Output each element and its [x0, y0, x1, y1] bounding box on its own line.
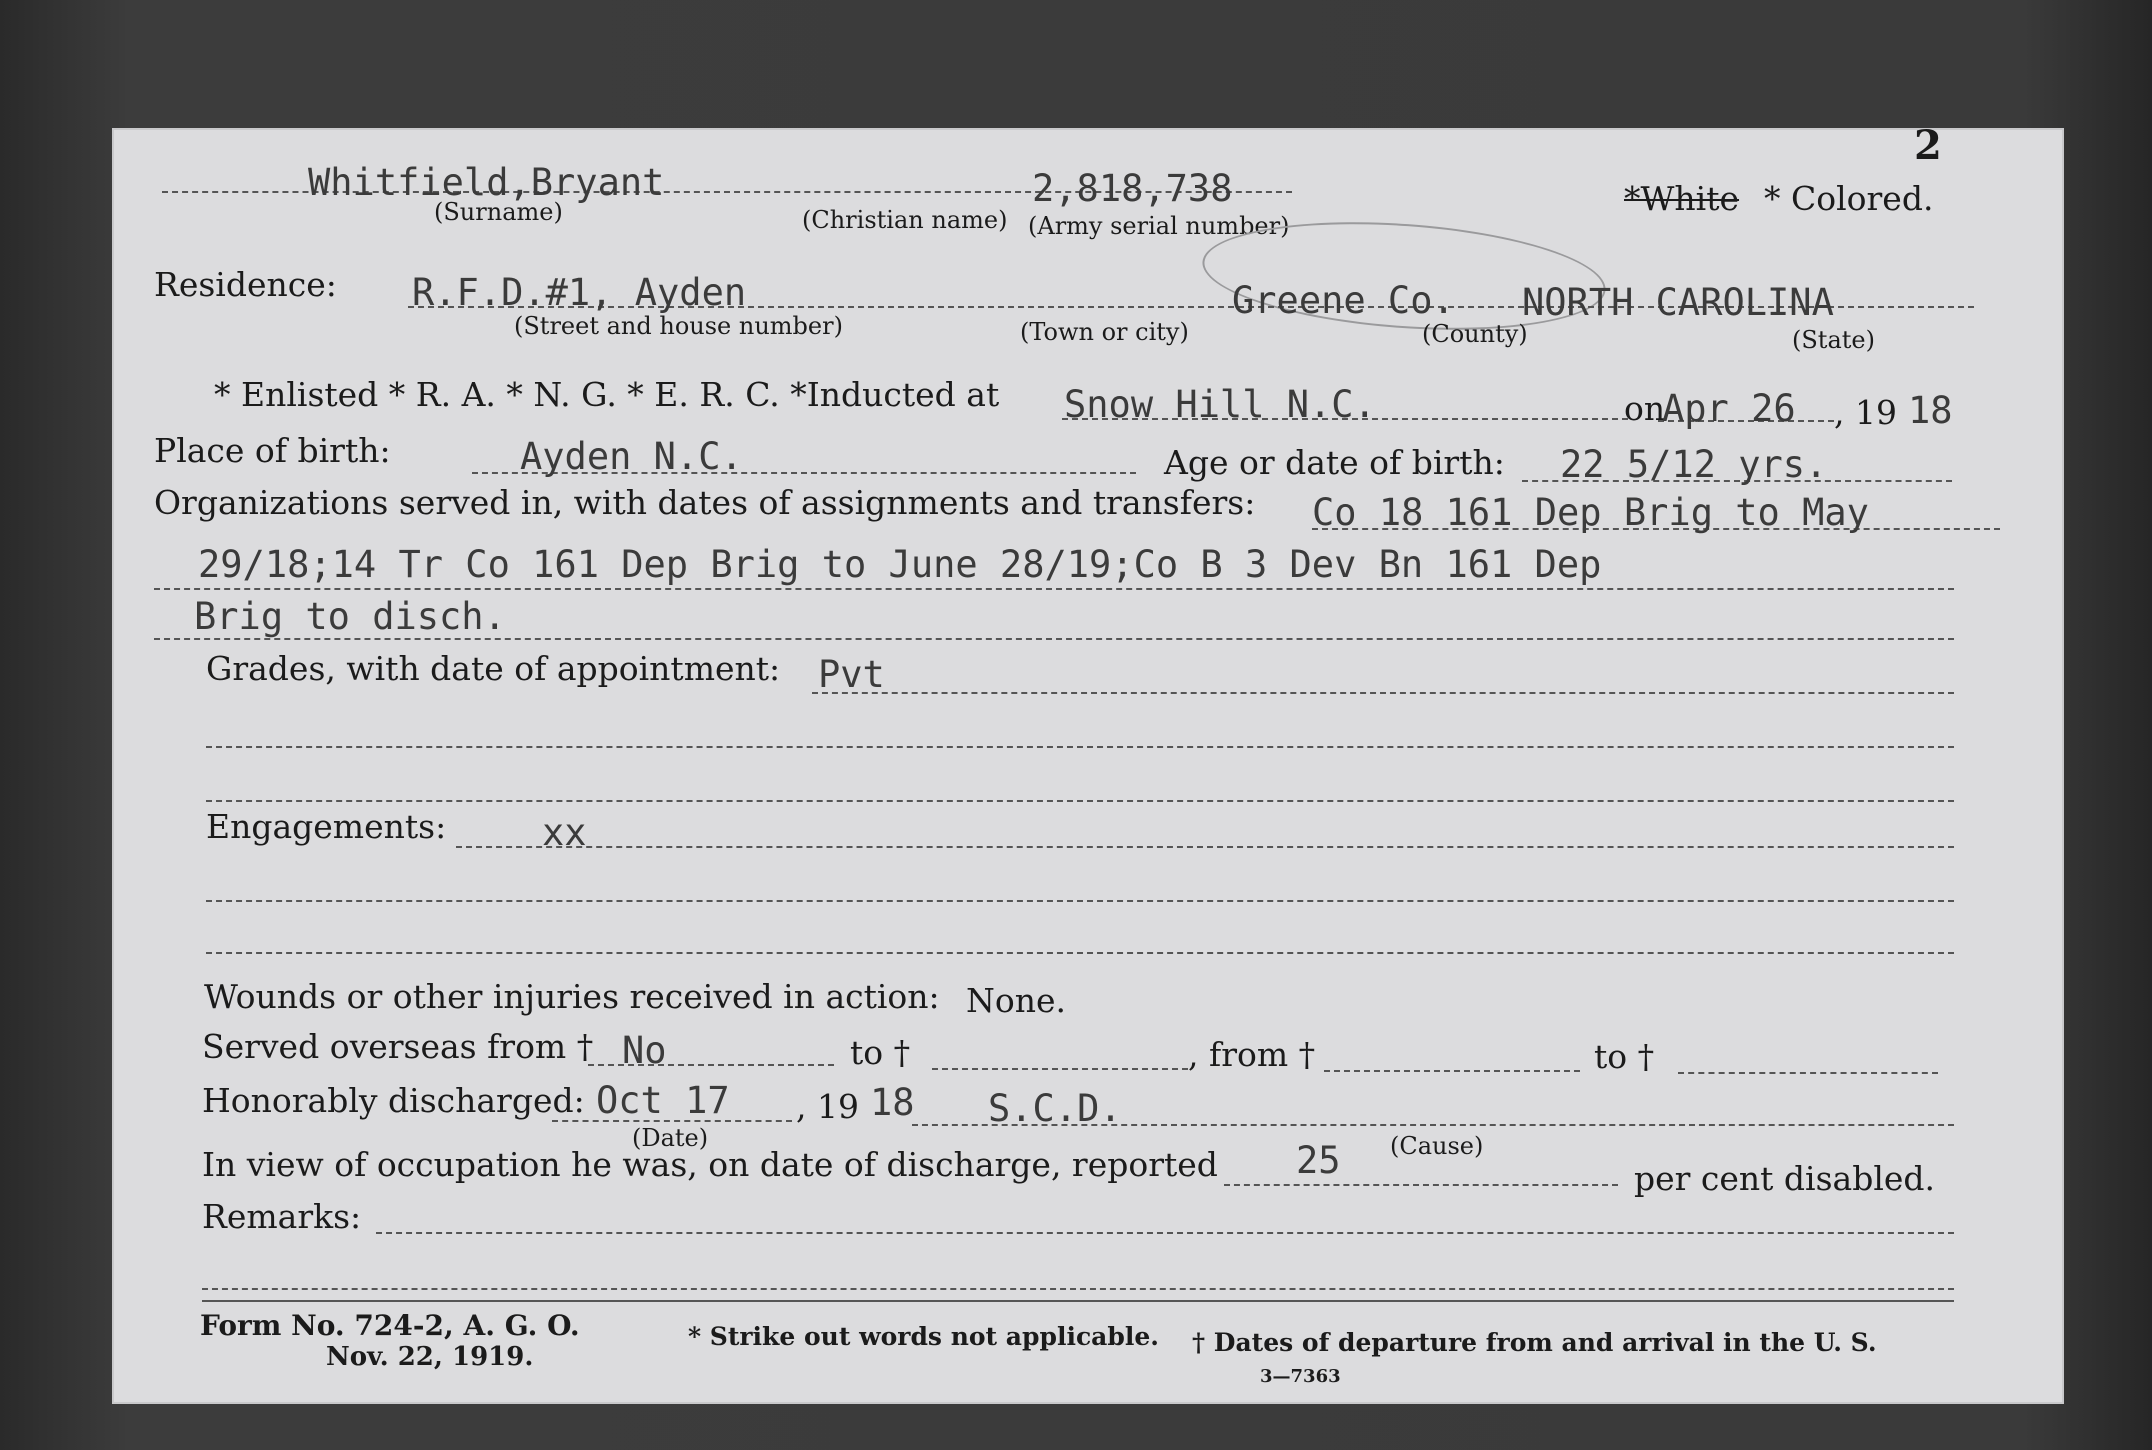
army-serial-value: 2,818,738 [1032, 167, 1233, 210]
place-of-birth-label: Place of birth: [154, 431, 391, 470]
age-value: 22 5/12 yrs. [1560, 443, 1828, 486]
wounds-value: None. [966, 981, 1067, 1020]
dates-note: † Dates of departure from and arrival in the U. S. [1192, 1328, 1877, 1357]
race-colored: * Colored. [1764, 179, 1934, 218]
age-label: Age or date of birth: [1164, 443, 1505, 482]
discharge-year-value: 18 [870, 1081, 915, 1124]
surname-value: Whitfield,Bryant [308, 161, 665, 204]
overseas-to2-underline [1678, 1072, 1938, 1074]
remarks-label: Remarks: [202, 1197, 362, 1236]
state-caption: (State) [1792, 326, 1875, 354]
overseas-to-label: to † [850, 1033, 911, 1072]
inducted-date-value: Apr 26 [1662, 387, 1796, 430]
engagements-underline [456, 846, 1954, 848]
county-value: Greene Co. [1232, 279, 1455, 322]
grades-underline [812, 692, 1954, 694]
remarks-underline [376, 1232, 1954, 1234]
overseas-from-value: No [622, 1029, 667, 1072]
organizations-underline-3 [154, 638, 1954, 640]
organizations-underline-2 [154, 588, 1954, 590]
overseas-to2-label: to † [1594, 1037, 1655, 1076]
overseas-from2-underline [1324, 1070, 1580, 1072]
engagements-underline-2 [206, 900, 1954, 902]
street-value: R.F.D.#1, Ayden [412, 271, 747, 314]
inducted-year-value: 18 [1908, 389, 1953, 432]
state-value: NORTH CAROLINA [1522, 281, 1834, 324]
disability-underline [1224, 1184, 1618, 1186]
overseas-to-underline [932, 1068, 1188, 1070]
discharged-label: Honorably discharged: [202, 1081, 585, 1120]
surname-caption: (Surname) [434, 198, 563, 226]
organizations-line-1: Co 18 161 Dep Brig to May [1312, 491, 1869, 534]
form-date: Nov. 22, 1919. [326, 1342, 534, 1372]
engagements-label: Engagements: [206, 807, 447, 846]
enlisted-label: * Enlisted * R. A. * N. G. * E. R. C. *Inducted at [214, 375, 1000, 414]
discharge-cause-value: S.C.D. [988, 1087, 1122, 1130]
county-caption: (County) [1422, 320, 1528, 348]
grades-underline-3 [206, 800, 1954, 802]
footer-rule [202, 1300, 1954, 1302]
service-record-card [112, 122, 2064, 1404]
print-code: 3—7363 [1260, 1366, 1341, 1387]
place-of-birth-value: Ayden N.C. [520, 435, 743, 478]
discharge-cause-caption: (Cause) [1390, 1132, 1484, 1160]
discharge-date-value: Oct 17 [596, 1079, 730, 1122]
street-caption: (Street and house number) [514, 312, 843, 340]
engagements-value: xx [542, 811, 587, 854]
christian-name-caption: (Christian name) [802, 206, 1008, 234]
overseas-from2-label: , from † [1188, 1035, 1316, 1074]
inducted-on-label: on [1624, 389, 1666, 428]
strike-out-note: * Strike out words not applicable. [688, 1322, 1159, 1351]
discharge-date-caption: (Date) [632, 1124, 709, 1152]
disability-value: 25 [1296, 1139, 1341, 1182]
race-white-struck: *White [1624, 179, 1740, 218]
wounds-label: Wounds or other injuries received in action: [204, 977, 940, 1016]
organizations-line-2: 29/18;14 Tr Co 161 Dep Brig to June 28/19;Co B 3 Dev Bn 161 Dep [198, 543, 1602, 586]
inducted-year-prefix: , 19 [1834, 393, 1897, 432]
grades-label: Grades, with date of appointment: [206, 649, 781, 688]
disability-suffix: per cent disabled. [1634, 1159, 1936, 1198]
inducted-place-value: Snow Hill N.C. [1064, 383, 1376, 426]
grades-value: Pvt [818, 653, 885, 696]
discharge-year-prefix: , 19 [796, 1087, 859, 1126]
town-caption: (Town or city) [1020, 318, 1189, 346]
engagements-underline-3 [206, 952, 1954, 954]
residence-label: Residence: [154, 265, 337, 304]
organizations-label: Organizations served in, with dates of assignments and transfers: [154, 483, 1256, 522]
disability-label: In view of occupation he was, on date of discharge, reported [202, 1145, 1218, 1184]
overseas-from-label: Served overseas from † [202, 1027, 594, 1066]
form-number: Form No. 724-2, A. G. O. [200, 1309, 580, 1342]
remarks-underline-2 [202, 1288, 1954, 1290]
army-serial-caption: (Army serial number) [1028, 212, 1290, 240]
organizations-line-3: Brig to disch. [194, 595, 506, 638]
card-number: 2 [1914, 122, 1942, 169]
grades-underline-2 [206, 746, 1954, 748]
